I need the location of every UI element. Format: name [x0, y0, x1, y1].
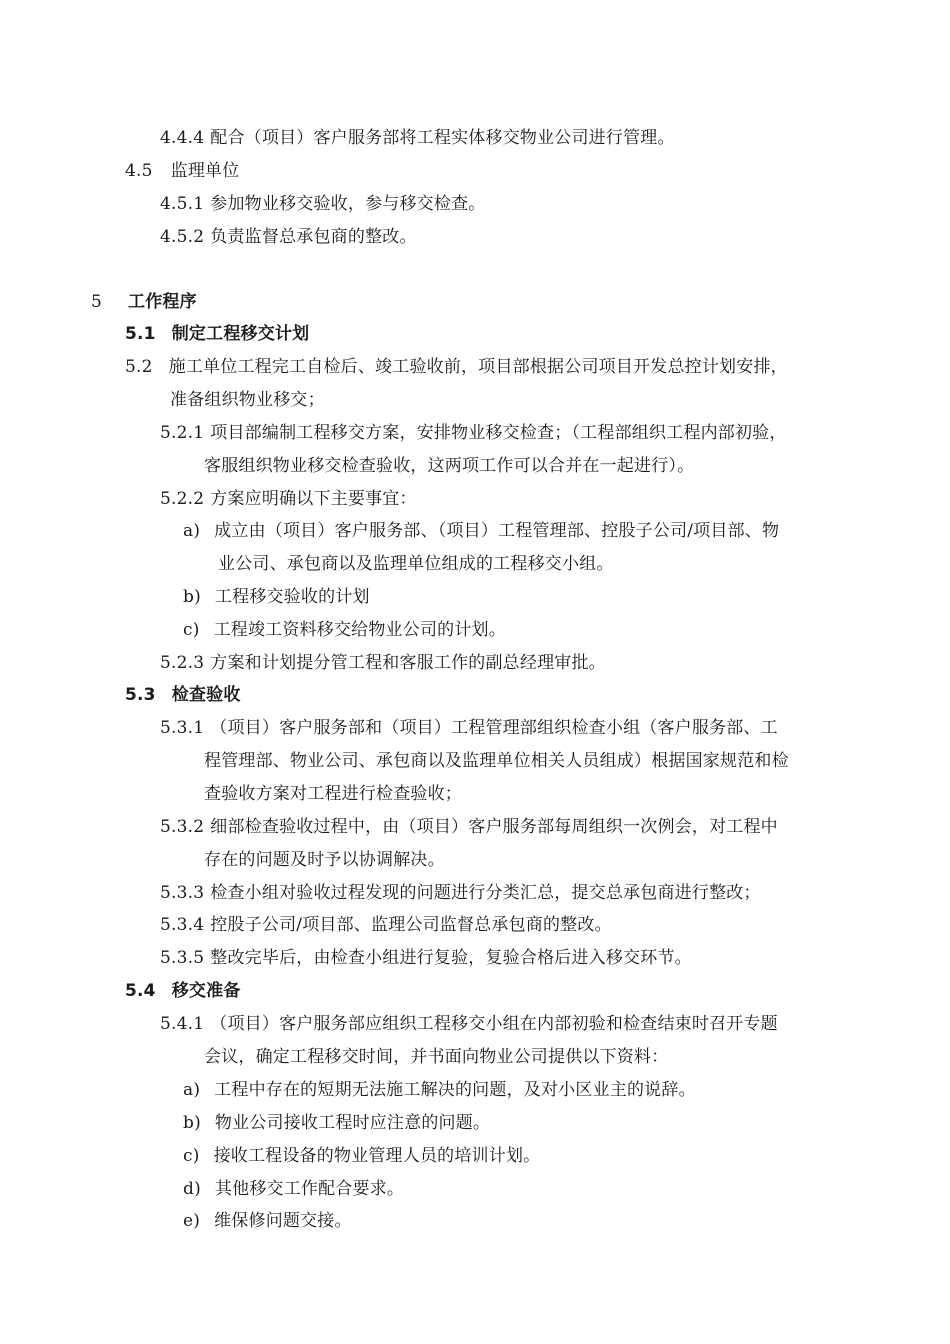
list-marker: e): [183, 1211, 201, 1231]
clause-4-5: [125, 159, 239, 183]
clause-5-3-4: [160, 913, 612, 937]
clause-text: 检查小组对验收过程发现的问题进行分类汇总，提交总承包商进行整改；: [210, 883, 761, 903]
list-marker: d): [183, 1179, 201, 1199]
list-marker: b): [183, 1113, 201, 1133]
section-title: 制定工程移交计划: [171, 324, 310, 344]
clause-text: 程管理部、物业公司、承包商以及监理单位相关人员组成）根据国家规范和检: [204, 751, 789, 771]
clause-5-4-1-continuation: [204, 1045, 668, 1069]
clause-4-5-2: [160, 225, 417, 249]
clause-5-3-1-continuation-2: [204, 782, 462, 806]
list-text: 工程移交验收的计划: [214, 587, 370, 607]
clause-number: 5.3.3: [160, 883, 205, 903]
list-text: 业公司、承包商以及监理单位组成的工程移交小组。: [218, 554, 614, 574]
clause-text: 参加物业移交验收，参与移交检查。: [210, 194, 486, 214]
list-marker: c): [183, 620, 200, 640]
clause-5-2-3: [160, 651, 606, 675]
clause-text: 方案和计划提分管工程和客服工作的副总经理审批。: [210, 653, 606, 673]
list-marker: a): [183, 1080, 201, 1100]
clause-5-3-1: [160, 716, 778, 740]
section-title: 工作程序: [128, 292, 197, 312]
section-5-heading: [91, 290, 197, 314]
clause-number: 5.2.3: [160, 653, 205, 673]
section-number: 5.1: [125, 324, 156, 344]
section-title: 检查验收: [171, 685, 241, 705]
section-5-1-heading: [125, 322, 309, 346]
clause-number: 5.2.1: [160, 423, 205, 443]
clause-5-3-5: [160, 946, 692, 970]
clause-5-4-1: [160, 1012, 778, 1036]
clause-5-3-2: [160, 815, 778, 839]
clause-5-3-2-continuation: [204, 848, 445, 872]
list-item-b: [183, 585, 370, 609]
clause-text: 监理单位: [170, 161, 240, 181]
clause-text: 准备组织物业移交；: [170, 390, 325, 410]
list-item-e: [183, 1209, 352, 1233]
clause-5-2: [125, 355, 788, 379]
clause-text: 施工单位工程完工自检后、竣工验收前，项目部根据公司项目开发总控计划安排，: [168, 357, 788, 377]
clause-text: 存在的问题及时予以协调解决。: [204, 850, 445, 870]
clause-text: 会议，确定工程移交时间，并书面向物业公司提供以下资料：: [204, 1047, 669, 1067]
clause-5-3-1-continuation: [204, 749, 789, 773]
section-number: 5.3: [125, 685, 156, 705]
clause-4-4-4: [160, 126, 675, 150]
clause-text: 配合（项目）客户服务部将工程实体移交物业公司进行管理。: [210, 128, 675, 148]
clause-5-2-2: [160, 487, 417, 511]
clause-number: 4.5: [125, 161, 153, 181]
list-text: 工程竣工资料移交给物业公司的计划。: [213, 620, 506, 640]
list-text: 接收工程设备的物业管理人员的培训计划。: [213, 1146, 541, 1166]
list-text: 维保修问题交接。: [214, 1211, 352, 1231]
list-text: 成立由（项目）客户服务部、（项目）工程管理部、控股子公司/项目部、物: [214, 521, 780, 541]
clause-text: 负责监督总承包商的整改。: [210, 227, 417, 247]
clause-text: 方案应明确以下主要事宜：: [210, 489, 417, 509]
clause-number: 5.3.2: [160, 817, 205, 837]
list-marker: b): [183, 587, 201, 607]
list-item-a: [183, 519, 779, 543]
clause-text: 项目部编制工程移交方案，安排物业移交检查；（工程部组织工程内部初验，: [210, 423, 787, 443]
clause-number: 5.3.5: [160, 948, 205, 968]
clause-5-3-3: [160, 881, 761, 905]
clause-number: 5.2: [125, 357, 153, 377]
section-5-3-heading: [125, 683, 241, 707]
list-text: 物业公司接收工程时应注意的问题。: [214, 1113, 491, 1133]
list-text: 其他移交工作配合要求。: [214, 1179, 405, 1199]
clause-5-2-1: [160, 421, 787, 445]
clause-text: （项目）客户服务部应组织工程移交小组在内部初验和检查结束时召开专题: [210, 1014, 778, 1034]
clause-number: 4.5.1: [160, 194, 205, 214]
clause-text: 控股子公司/项目部、监理公司监督总承包商的整改。: [210, 915, 612, 935]
clause-number: 5.3.4: [160, 915, 205, 935]
list-item-a-continuation: [218, 552, 614, 576]
clause-4-5-1: [160, 192, 485, 216]
list-item-b: [183, 1111, 490, 1135]
list-marker: a): [183, 521, 201, 541]
clause-text: 查验收方案对工程进行检查验收；: [204, 784, 462, 804]
section-number: 5: [91, 292, 103, 312]
clause-number: 4.4.4: [160, 128, 205, 148]
list-item-a: [183, 1078, 696, 1102]
clause-5-2-continuation: [170, 388, 325, 412]
list-item-c: [183, 1144, 540, 1168]
section-title: 移交准备: [171, 981, 241, 1001]
clause-text: （项目）客户服务部和（项目）工程管理部组织检查小组（客户服务部、工: [210, 718, 778, 738]
clause-text: 客服组织物业移交检查验收，这两项工作可以合并在一起进行）。: [204, 456, 695, 476]
list-marker: c): [183, 1146, 200, 1166]
clause-5-2-1-continuation: [204, 454, 694, 478]
clause-text: 整改完毕后，由检查小组进行复验，复验合格后进入移交环节。: [210, 948, 692, 968]
list-text: 工程中存在的短期无法施工解决的问题，及对小区业主的说辞。: [214, 1080, 696, 1100]
clause-text: 细部检查验收过程中，由（项目）客户服务部每周组织一次例会，对工程中: [210, 817, 778, 837]
clause-number: 5.4.1: [160, 1014, 205, 1034]
section-number: 5.4: [125, 981, 156, 1001]
clause-number: 4.5.2: [160, 227, 205, 247]
list-item-d: [183, 1177, 404, 1201]
section-5-4-heading: [125, 979, 241, 1003]
list-item-c: [183, 618, 506, 642]
clause-number: 5.3.1: [160, 718, 205, 738]
clause-number: 5.2.2: [160, 489, 205, 509]
